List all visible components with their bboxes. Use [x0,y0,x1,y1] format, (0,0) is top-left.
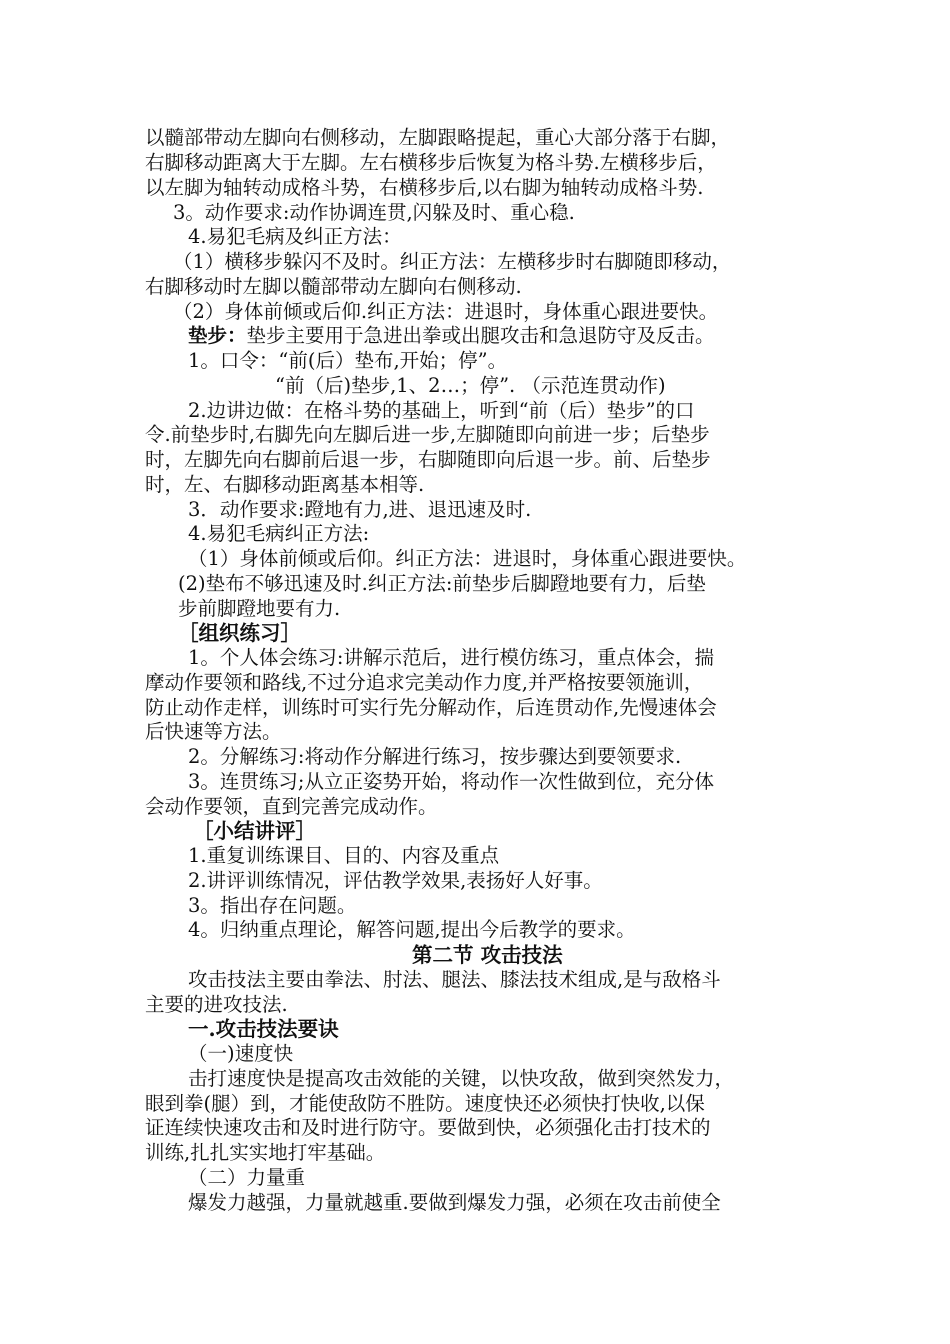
text-line: （1）身体前倾或后仰。纠正方法：进退时，身体重心跟进要快。 [188,547,747,570]
text-line: 防止动作走样，训练时可实行先分解动作，后连贯动作,先慢速体会 [145,696,717,719]
text-line: 眼到拳(腿）到，才能使敌防不胜防。速度快还必须快打快收,以保 [145,1092,705,1115]
term-label: 垫步： [188,324,247,347]
text-line: “前（后)垫步,1、2…；停”. （示范连贯动作) [275,374,666,397]
text-line: 1。个人体会练习:讲解示范后，进行模仿练习，重点体会，揣 [188,646,714,669]
text-line: 爆发力越强，力量就越重.要做到爆发力强，必须在攻击前使全 [188,1191,721,1214]
text-line: 击打速度快是提高攻击效能的关键，以快攻敌，做到突然发力， [188,1067,735,1090]
text-line: 步前脚蹬地要有力. [178,597,341,620]
text-line: 4.易犯毛病纠正方法: [188,522,370,545]
text-line [188,324,715,348]
text-line: 3．动作要求:蹬地有力,进、退迅速及时. [188,498,532,521]
text-line: 主要的进攻技法. [145,993,288,1016]
subsection-heading: 一.攻击技法要诀 [188,1017,339,1041]
section-heading: ［组织练习］ [178,621,301,645]
text-line: 以左脚为轴转动成格斗势，右横移步后,以右脚为轴转动成格斗势. [145,176,704,199]
text-line: 1.重复训练课目、目的、内容及重点 [188,844,500,867]
text-line: (2)垫布不够迅速及时.纠正方法:前垫步后脚蹬地要有力，后垫 [178,572,706,595]
term-text: 垫步主要用于急进出拳或出腿攻击和急退防守及反击。 [246,324,715,347]
text-line: 攻击技法主要由拳法、肘法、腿法、膝法技术组成,是与敌格斗 [188,968,721,991]
text-line: 2。分解练习:将动作分解进行练习，按步骤达到要领要求. [188,745,682,768]
text-line: （一)速度快 [188,1042,294,1065]
text-line: 后快速等方法。 [145,720,282,743]
text-line: 3。动作要求:动作协调连贯,闪躲及时、重心稳. [173,201,575,224]
text-line: 时，左、右脚移动距离基本相等. [145,473,425,496]
text-line: 令.前垫步时,右脚先向左脚后进一步,左脚随即向前进一步；后垫步 [145,423,710,446]
text-line: 右脚移动距离大于左脚。左右横移步后恢复为格斗势.左横移步后， [145,151,717,174]
section-heading: ［小结讲评］ [193,819,316,843]
text-line: 4。归纳重点理论，解答问题,提出今后教学的要求。 [188,918,636,941]
text-line: 1。口令：“前(后）垫布,开始；停”。 [188,349,508,372]
text-line: 时，左脚先向右脚前后退一步，右脚随即向后退一步。前、后垫步 [145,448,711,471]
text-line: （2）身体前倾或后仰.纠正方法：进退时，身体重心跟进要快。 [173,300,719,323]
chapter-section-title: 第二节 攻击技法 [412,943,563,967]
text-line: 会动作要领，直到完善完成动作。 [145,795,438,818]
text-line: 训练,扎扎实实地打牢基础。 [145,1141,386,1164]
text-line: 3。连贯练习;从立正姿势开始，将动作一次性做到位，充分体 [188,770,714,793]
text-line: 右脚移动时左脚以髓部带动左脚向右侧移动. [145,275,522,298]
text-line: 摩动作要领和路线,不过分追求完美动作力度,并严格按要领施训， [145,671,704,694]
text-line: 以髓部带动左脚向右侧移动，左脚跟略提起，重心大部分落于右脚， [145,126,731,149]
text-line: 2.边讲边做：在格斗势的基础上，听到“前（后）垫步”的口 [188,399,695,422]
text-line: 3。指出存在问题。 [188,894,357,917]
text-line: （1）横移步躲闪不及时。纠正方法：左横移步时右脚随即移动， [173,250,732,273]
text-line: 证连续快速攻击和及时进行防守。要做到快，必须强化击打技术的 [145,1116,711,1139]
text-line: （二）力量重 [188,1166,306,1189]
text-line: 4.易犯毛病及纠正方法： [188,225,402,248]
text-line: 2.讲评训练情况，评估教学效果,表扬好人好事。 [188,869,603,892]
